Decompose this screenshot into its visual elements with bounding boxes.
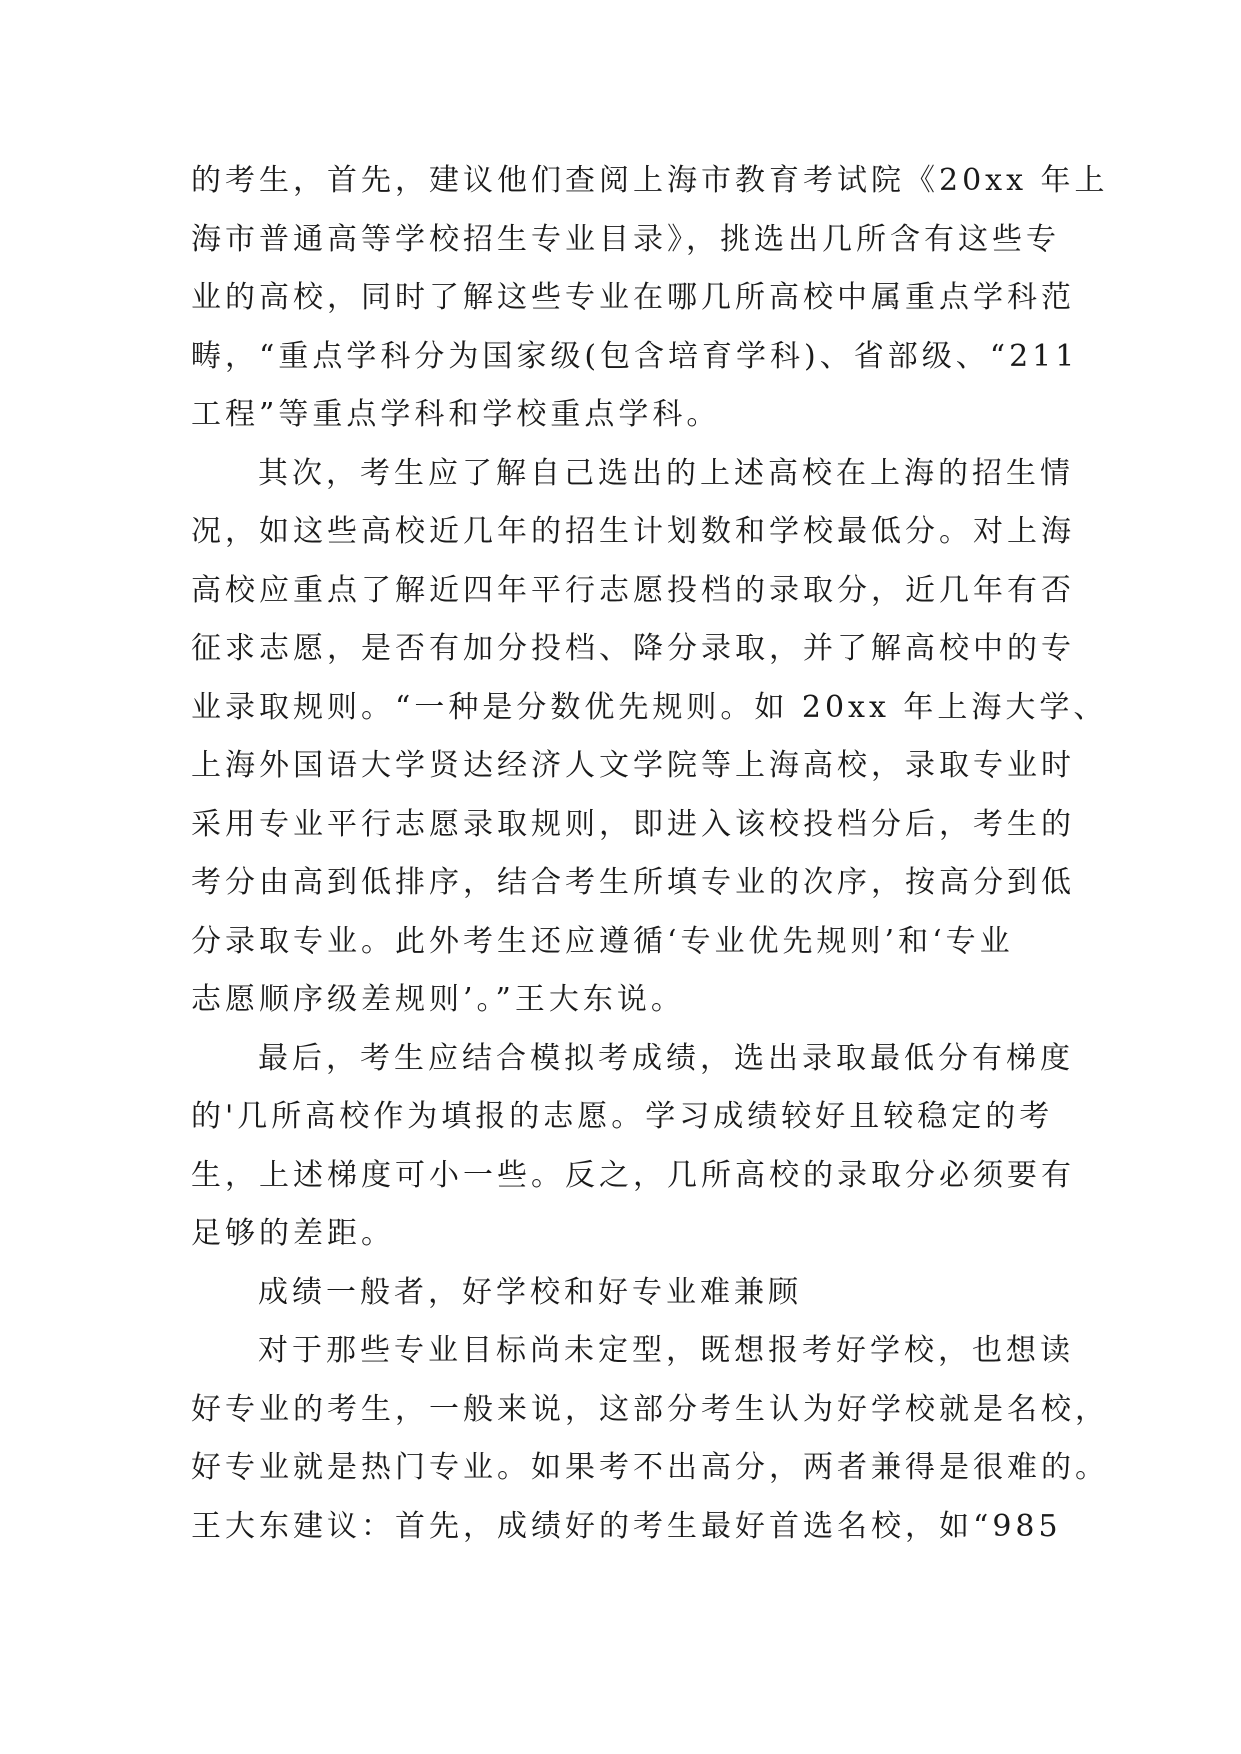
section-heading: 成绩一般者，好学校和好专业难兼顾	[258, 1274, 802, 1310]
text-line: 业的高校，同时了解这些专业在哪几所高校中属重点学科范	[191, 280, 1075, 315]
document-body	[191, 152, 1109, 1556]
paragraph-first-line: 最后，考生应结合模拟考成绩，选出录取最低分有梯度	[258, 1040, 1074, 1076]
text-line: 畴，“重点学科分为国家级(包含培育学科)、省部级、“211	[191, 338, 1079, 374]
text-line: 足够的差距。	[191, 1216, 395, 1251]
text-line: 征求志愿，是否有加分投档、降分录取，并了解高校中的专	[191, 631, 1075, 666]
text-line: 志愿顺序级差规则’。”王大东说。	[191, 982, 685, 1017]
text-line: 好专业就是热门专业。如果考不出高分，两者兼得是很难的。	[191, 1450, 1109, 1485]
paragraph-first-line: 对于那些专业目标尚未定型，既想报考好学校，也想读	[258, 1333, 1074, 1368]
text-line: 采用专业平行志愿录取规则，即进入该校投档分后，考生的	[191, 806, 1075, 842]
text-line: 生，上述梯度可小一些。反之，几所高校的录取分必须要有	[191, 1157, 1075, 1193]
text-line: 的'几所高校作为填报的志愿。学习成绩较好且较稳定的考	[191, 1099, 1054, 1134]
text-line: 上海外国语大学贤达经济人文学院等上海高校，录取专业时	[191, 748, 1075, 783]
text-line: 高校应重点了解近四年平行志愿投档的录取分，近几年有否	[191, 572, 1075, 608]
text-line: 业录取规则。“一种是分数优先规则。如 20xx 年上海大学、	[191, 689, 1108, 725]
text-line: 分录取专业。此外考生还应遵循‘专业优先规则’和‘专业	[191, 923, 1014, 959]
text-line: 的考生，首先，建议他们查阅上海市教育考试院《20xx 年上	[191, 163, 1109, 198]
text-line: 工程”等重点学科和学校重点学科。	[191, 397, 721, 432]
text-line: 海市普通高等学校招生专业目录》，挑选出几所含有这些专	[191, 221, 1060, 257]
text-line: 况，如这些高校近几年的招生计划数和学校最低分。对上海	[191, 514, 1075, 549]
text-line: 王大东建议：首先，成绩好的考生最好首选名校，如“985	[191, 1508, 1062, 1544]
text-line: 考分由高到低排序，结合考生所填专业的次序，按高分到低	[191, 865, 1075, 900]
paragraph-first-line: 其次，考生应了解自己选出的上述高校在上海的招生情	[258, 455, 1074, 491]
text-line: 好专业的考生，一般来说，这部分考生认为好学校就是名校，	[191, 1391, 1109, 1427]
